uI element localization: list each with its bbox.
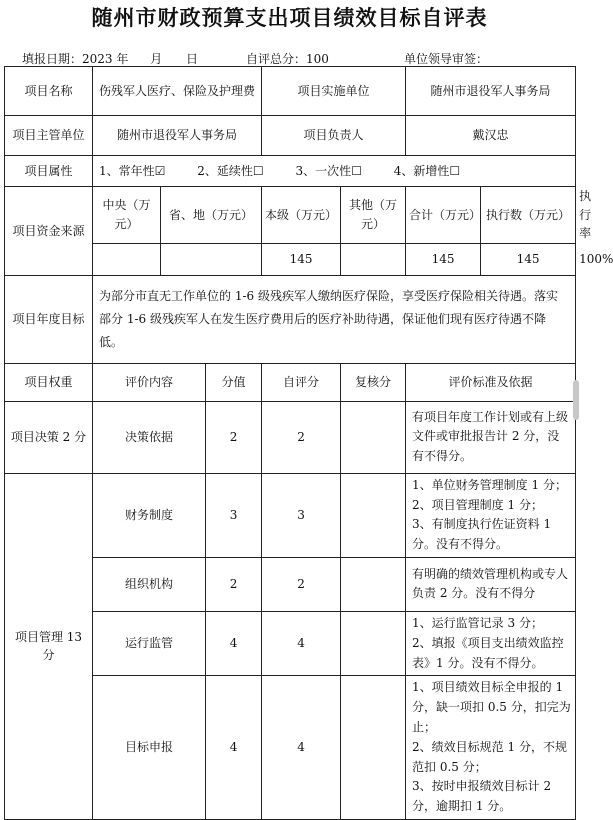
- mgmt-review-score: [341, 473, 406, 557]
- admin-unit-label: 项目主管单位: [5, 116, 93, 156]
- funds-value-province: [161, 243, 262, 275]
- criteria-line: 2、填报《项目支出绩效监控表》1 分。没有不得分。: [412, 635, 564, 670]
- funds-header-central: 中央（万元）: [93, 187, 161, 244]
- attr-option-annual: 1、常年性☑: [99, 163, 166, 178]
- row-eval-header: [5, 363, 576, 401]
- criteria-line: 1、项目绩效目标全申报的 1 分，缺一项扣 0.5 分，扣完为止；: [412, 680, 571, 734]
- funds-header-other: 其他（万元）: [341, 187, 406, 244]
- funds-header-province: 省、地（万元）: [161, 187, 262, 244]
- fill-date-month: 月: [150, 52, 163, 66]
- eval-header-score: 分值: [206, 363, 262, 401]
- eval-header-content: 评价内容: [93, 363, 206, 401]
- row-project-attribute: [5, 156, 576, 187]
- criteria-line: 1、单位财务管理制度 1 分；: [412, 477, 567, 492]
- fill-date-label: 填报日期：: [22, 52, 83, 66]
- criteria-line: 3、有制度执行佐证资料 1 分。没有不得分。: [412, 517, 552, 552]
- decision-criteria: 有项目年度工作计划或有上级文件或审批报告计 2 分，没有不得分。: [406, 401, 576, 473]
- mgmt-review-score: [341, 611, 406, 675]
- criteria-line: 2、绩效目标规范 1 分，不规范扣 0.5 分；: [412, 739, 567, 774]
- mgmt-score: 4: [206, 611, 262, 675]
- row-funds-values: 145 145 145 100%: [5, 243, 576, 275]
- funds-header-local: 本级（万元）: [262, 187, 341, 244]
- criteria-line: 2、项目管理制度 1 分；: [412, 497, 543, 512]
- mgmt-content: 组织机构: [93, 557, 206, 611]
- row-decision: [5, 401, 576, 473]
- project-leader-value: 戴汉忠: [406, 116, 576, 156]
- row-funds-header: 项目资金来源 中央（万元） 省、地（万元） 本级（万元） 其他（万元） 合计（万元） 执行数（万元） 执行率: [5, 187, 576, 244]
- fill-date: [22, 50, 198, 67]
- project-name-value: 伤残军人医疗、保险及护理费: [93, 67, 262, 116]
- fill-date-year: 2023 年: [82, 52, 129, 66]
- criteria-line: 3、按时申报绩效目标计 2 分，逾期扣 1 分。: [412, 779, 552, 814]
- mgmt-score: 3: [206, 473, 262, 557]
- funds-value-other: [341, 243, 406, 275]
- mgmt-criteria: [406, 473, 576, 557]
- funds-label: 项目资金来源: [5, 187, 93, 276]
- eval-header-criteria: 评价标准及依据: [406, 363, 576, 401]
- decision-weight: 项目决策 2 分: [5, 401, 93, 473]
- project-attr-label: 项目属性: [5, 156, 93, 187]
- impl-unit-value: 随州市退役军人事务局: [406, 67, 576, 116]
- row-mgmt-finance: [5, 473, 576, 557]
- funds-value-central: [93, 243, 161, 275]
- evaluation-table-wrapper: [4, 66, 613, 814]
- row-project-name: [5, 67, 576, 116]
- attr-option-continuing: 2、延续性☐: [197, 163, 264, 178]
- mgmt-review-score: [341, 557, 406, 611]
- decision-review-score: [341, 401, 406, 473]
- mgmt-content: 运行监管: [93, 611, 206, 675]
- attr-option-new: 4、新增性☐: [393, 163, 461, 178]
- management-weight: 项目管理 13 分: [5, 473, 93, 819]
- row-annual-goal: [5, 275, 576, 363]
- scrollbar-thumb[interactable]: [573, 380, 579, 420]
- page-title: 随州市财政预算支出项目绩效目标自评表: [91, 6, 488, 30]
- funds-value-executed: 145: [481, 243, 576, 275]
- funds-value-local: 145: [262, 243, 341, 275]
- impl-unit-label: 项目实施单位: [262, 67, 406, 116]
- criteria-line: 有明确的绩效管理机构或专人负责 2 分。没有不得分: [412, 566, 569, 601]
- unit-leader-sign: 单位领导审签：: [404, 52, 489, 66]
- funds-header-total: 合计（万元）: [406, 187, 481, 244]
- eval-header-weight: 项目权重: [5, 363, 93, 401]
- mgmt-score: 2: [206, 557, 262, 611]
- funds-header-executed: 执行数（万元）: [481, 187, 576, 244]
- mgmt-self-score: 4: [262, 676, 341, 820]
- mgmt-score: 4: [206, 676, 262, 820]
- attr-option-onetime: 3、一次性☐: [295, 163, 362, 178]
- annual-goal-label: 项目年度目标: [5, 275, 93, 363]
- mgmt-criteria: [406, 557, 576, 611]
- decision-self-score: 2: [262, 401, 341, 473]
- mgmt-self-score: 2: [262, 557, 341, 611]
- mgmt-review-score: [341, 676, 406, 820]
- mgmt-content: 财务制度: [93, 473, 206, 557]
- evaluation-table: [4, 66, 613, 820]
- mgmt-self-score: 3: [262, 473, 341, 557]
- self-score-total: 自评总分：100: [246, 52, 329, 66]
- mgmt-criteria: [406, 676, 576, 820]
- row-admin-unit: [5, 116, 576, 156]
- eval-header-review: 复核分: [341, 363, 406, 401]
- project-leader-label: 项目负责人: [262, 116, 406, 156]
- mgmt-content: 目标申报: [93, 676, 206, 820]
- project-attr-options: [93, 156, 576, 187]
- project-name-label: 项目名称: [5, 67, 93, 116]
- annual-goal-text: 为部分市直无工作单位的 1-6 级残疾军人缴纳医疗保险，享受医疗保险相关待遇。落实部分 1-6 级残疾军人在发生医疗费用后的医疗补助待遇，保证他们现有医疗待遇不降低。: [93, 275, 576, 363]
- mgmt-criteria: [406, 611, 576, 675]
- eval-header-self-score: 自评分: [262, 363, 341, 401]
- funds-value-total: 145: [406, 243, 481, 275]
- criteria-line: 1、运行监管记录 3 分；: [412, 615, 543, 630]
- decision-content: 决策依据: [93, 401, 206, 473]
- decision-score: 2: [206, 401, 262, 473]
- admin-unit-value: 随州市退役军人事务局: [93, 116, 262, 156]
- mgmt-self-score: 4: [262, 611, 341, 675]
- fill-date-day: 日: [186, 52, 199, 66]
